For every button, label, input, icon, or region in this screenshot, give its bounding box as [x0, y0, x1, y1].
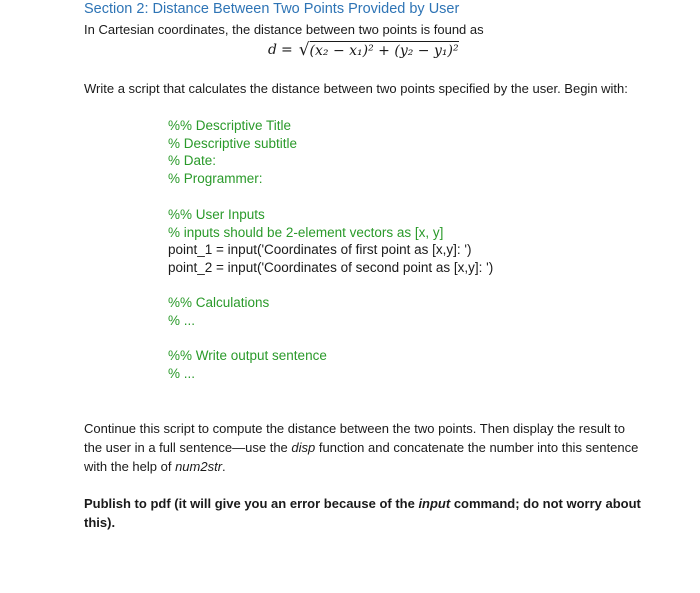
- continue-text: function and concatenate the number into this sentence with the help of: [84, 440, 639, 474]
- disp-keyword: disp: [291, 440, 316, 455]
- code-block-header: [168, 117, 297, 187]
- code-line: % inputs should be 2-element vectors as [x, y]: [168, 224, 444, 240]
- code-line: % ...: [168, 312, 196, 328]
- code-line: %% Descriptive Title: [168, 118, 292, 133]
- square-root-symbol: √: [298, 40, 310, 60]
- formula-radicand: (x₂ − x₁)² + (y₂ − y₁)²: [309, 43, 459, 59]
- num2str-keyword: num2str: [175, 459, 223, 474]
- code-line: % Descriptive subtitle: [168, 135, 298, 151]
- formula-equals: =: [280, 42, 293, 58]
- code-block-output: [168, 347, 327, 382]
- code-line: point_2 = input('Coordinates of second point as [x,y]: '): [168, 259, 494, 275]
- formula-lhs: d: [268, 42, 277, 58]
- code-line: % Date:: [168, 153, 217, 168]
- continue-text: Continue this script to compute the distance between the two points. Then display the result to the user in a full sentence—use the: [84, 421, 626, 455]
- code-line: % ...: [168, 365, 196, 381]
- code-line: %% Calculations: [168, 295, 270, 310]
- distance-formula: [268, 40, 459, 60]
- continue-text: .: [222, 459, 226, 474]
- section-title: Section 2: Distance Between Two Points Provided by User: [84, 1, 460, 17]
- code-block-calculations: [168, 294, 269, 329]
- publish-instructions: [84, 494, 644, 532]
- code-line: %% User Inputs: [168, 207, 265, 222]
- code-line: point_1 = input('Coordinates of first point as [x,y]: '): [168, 242, 472, 257]
- intro-text: In Cartesian coordinates, the distance between two points is found as: [84, 22, 484, 37]
- code-block-user-inputs: [168, 206, 493, 276]
- task-instruction: Write a script that calculates the distance between two points specified by the user. Begin with:: [84, 81, 628, 96]
- input-keyword: input: [418, 496, 451, 511]
- code-line: %% Write output sentence: [168, 348, 327, 363]
- publish-text: command; do not worry about this).: [84, 496, 641, 530]
- code-line: % Programmer:: [168, 170, 263, 186]
- publish-text: Publish to pdf (it will give you an error because of the: [84, 496, 419, 511]
- continue-instructions: [84, 419, 644, 476]
